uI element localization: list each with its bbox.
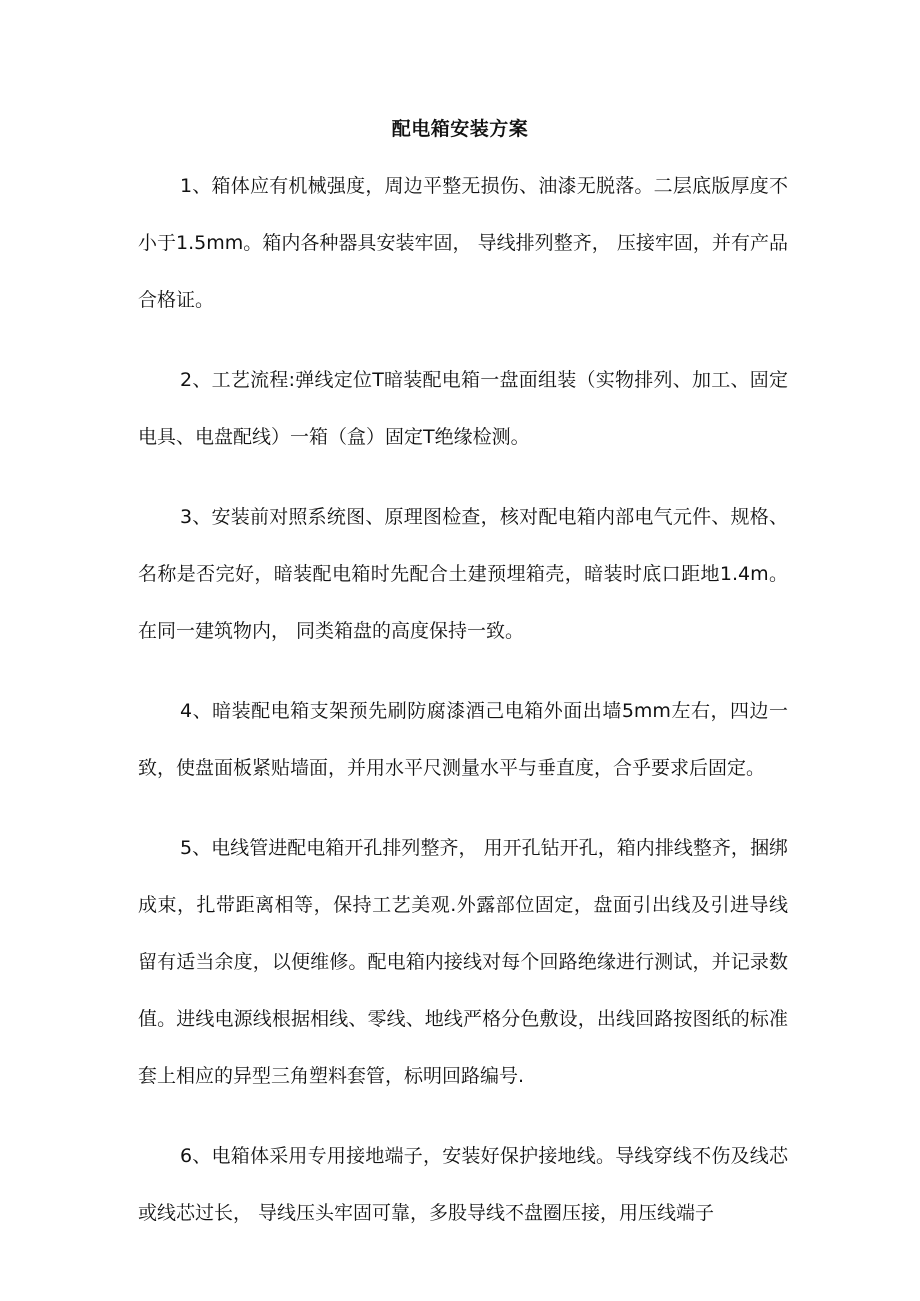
paragraph-1: 1、箱体应有机械强度，周边平整无损伤、油漆无脱落。二层底版厚度不小于1.5mm。箱内各种器具安装牢固， 导线排列整齐， 压接牢固，并有产品合格证。 bbox=[138, 175, 788, 311]
document-title: 配电箱安装方案 bbox=[391, 118, 529, 140]
document-body bbox=[138, 158, 788, 1265]
paragraph-6: 6、电箱体采用专用接地端子，安装好保护接地线。导线穿线不伤及线芯或线芯过长， 导线压头牢固可靠，多股导线不盘圈压接，用压线端子 bbox=[138, 1145, 788, 1224]
paragraph-2: 2、工艺流程:弹线定位T暗装配电箱一盘面组装（实物排列、加工、固定电具、电盘配线）一箱（盒）固定T绝缘检测。 bbox=[138, 369, 788, 448]
paragraph-3: 3、安装前对照系统图、原理图检查，核对配电箱内部电气元件、规格、名称是否完好，暗装配电箱时先配合土建预埋箱壳，暗装时底口距地1.4m。在同一建筑物内， 同类箱盘的高度保持一致。 bbox=[138, 506, 788, 642]
paragraph-5: 5、电线管进配电箱开孔排列整齐， 用开孔钻开孔，箱内排线整齐，捆绑成束，扎带距离相等，保持工艺美观.外露部位固定，盘面引出线及引进导线留有适当余度，以便维修。配电箱内接线对每个回路绝缘进行测试，并记录数值。进线电源线根据相线、零线、地线严格分色敷设，出线回路按图纸的标准套上相应的异型三角塑料套管，标明回路编号. bbox=[138, 837, 788, 1087]
paragraph-4: 4、暗装配电箱支架预先刷防腐漆酒己电箱外面出墙5mm左右，四边一致，使盘面板紧贴墙面，并用水平尺测量水平与垂直度，合乎要求后固定。 bbox=[138, 700, 788, 779]
